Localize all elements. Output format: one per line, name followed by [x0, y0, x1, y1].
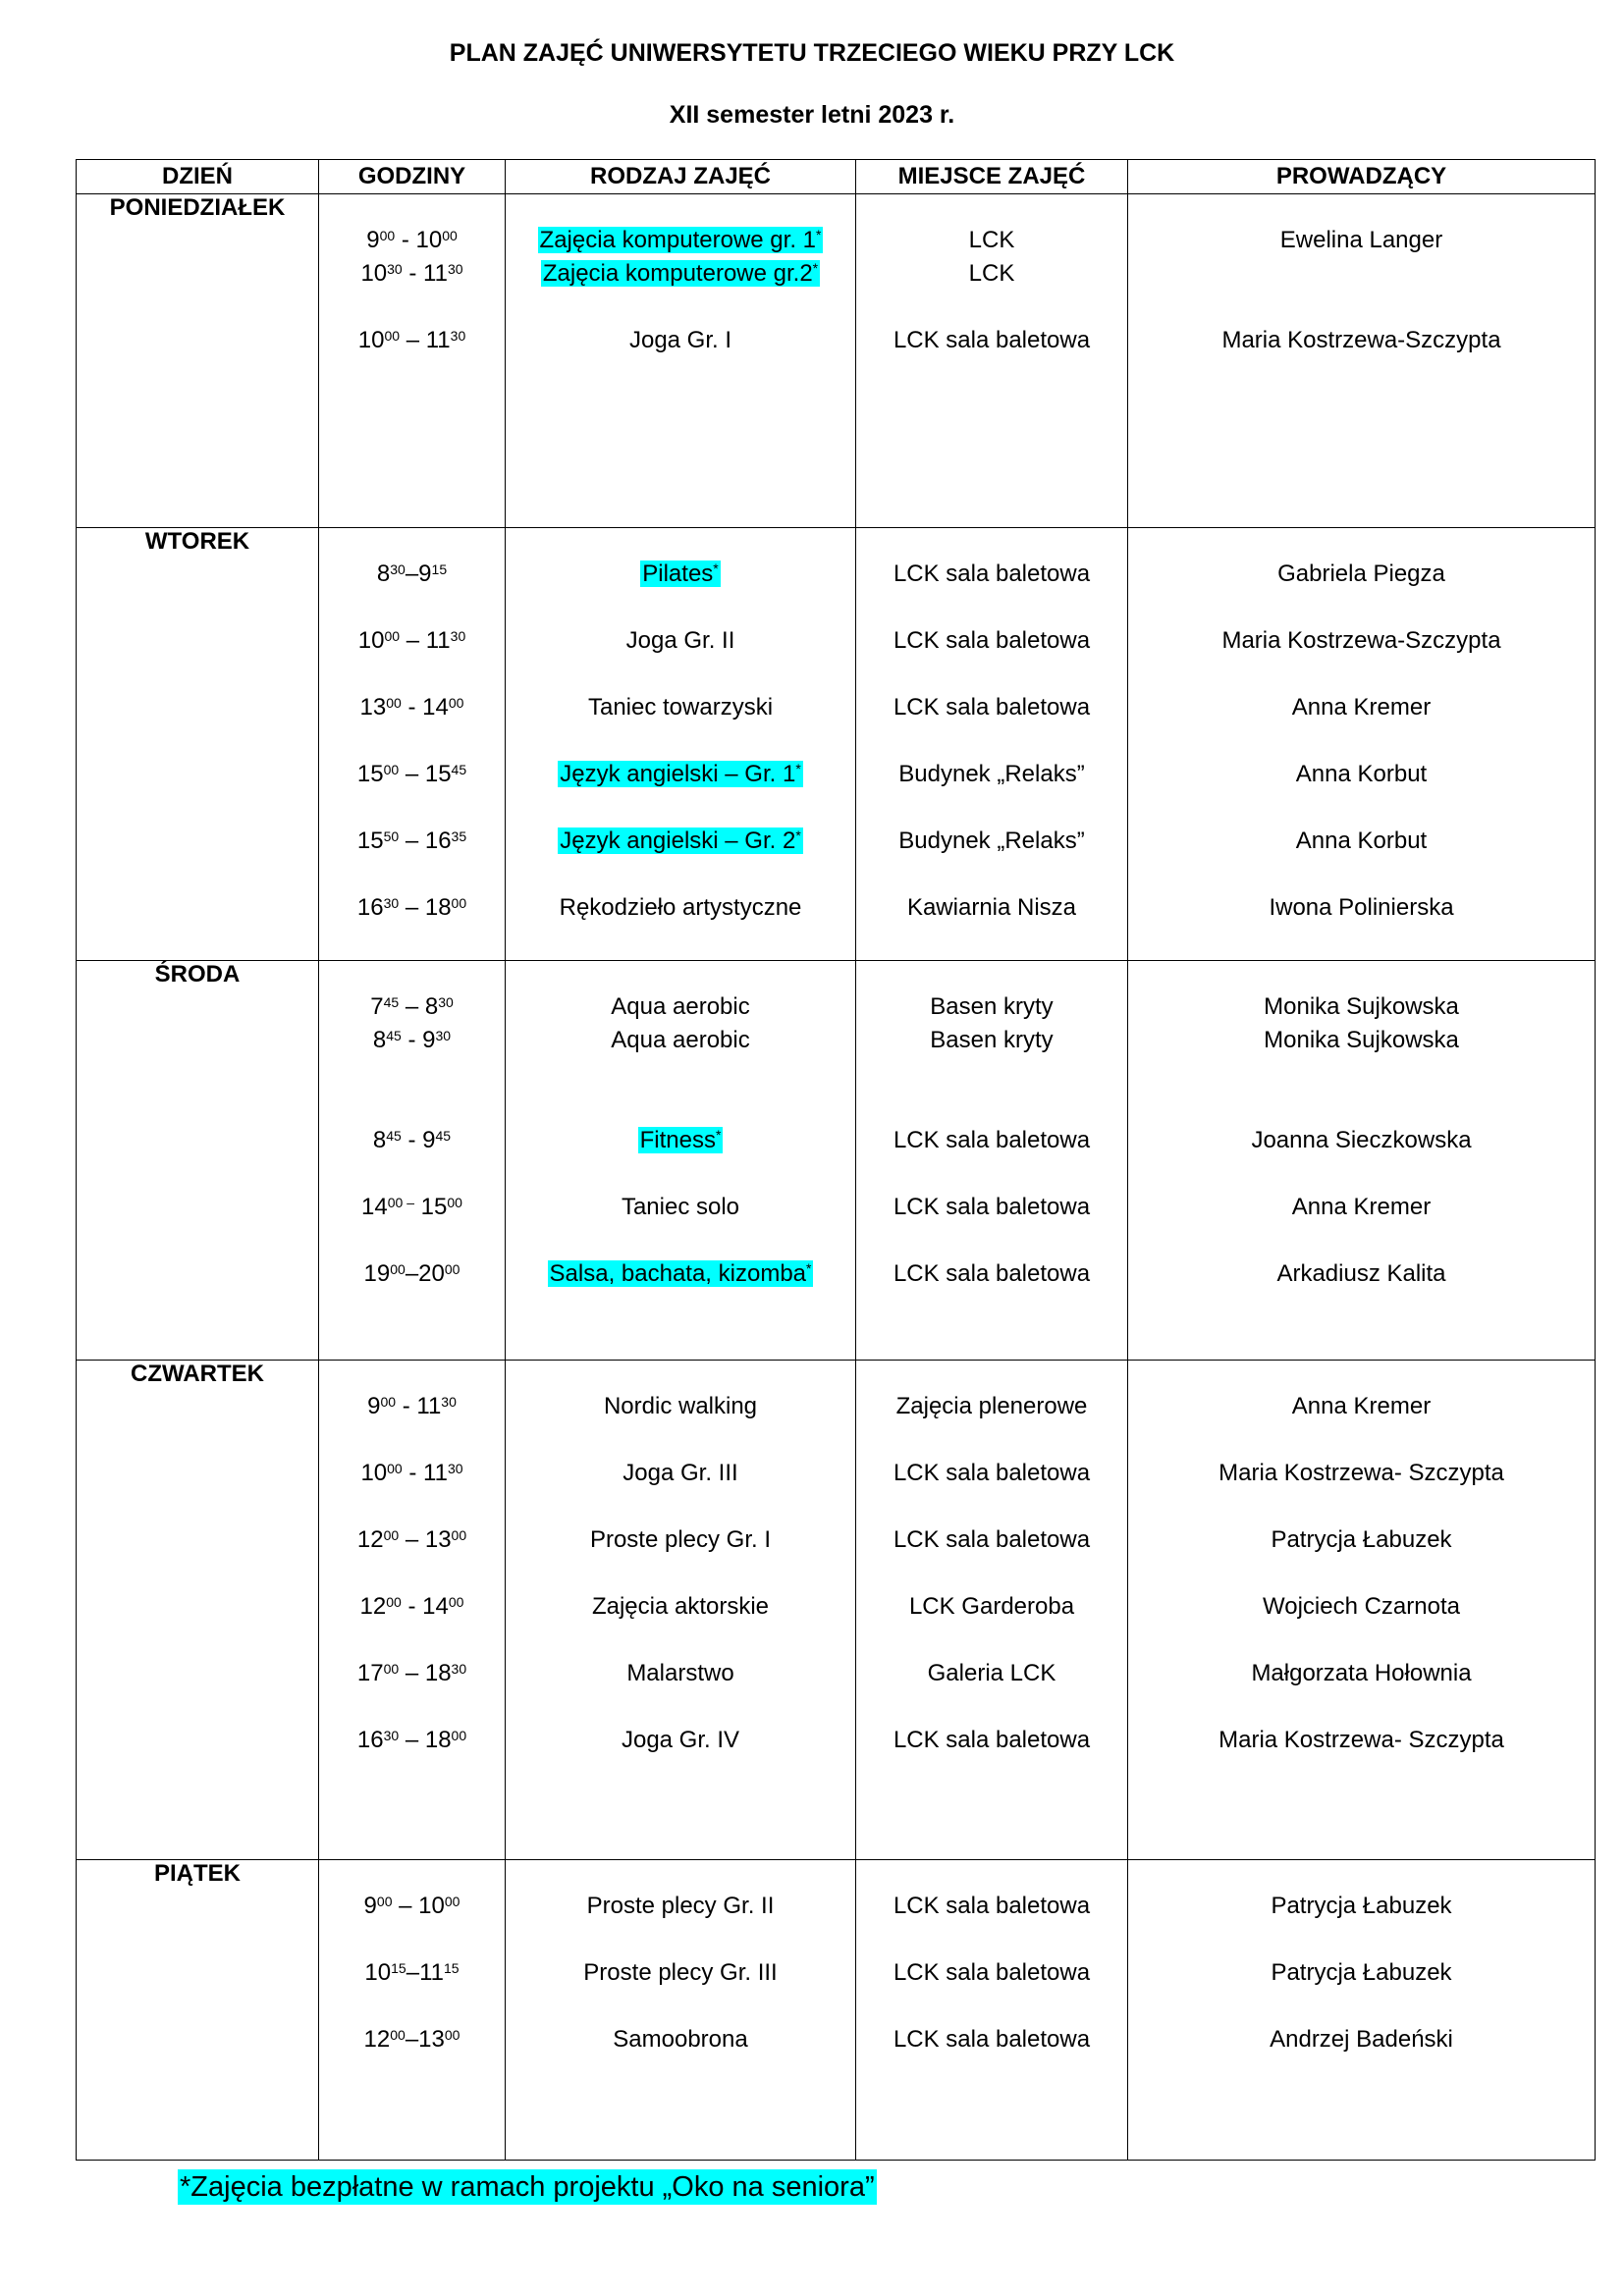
- list-item: [1128, 1724, 1595, 1757]
- list-item: [506, 624, 855, 658]
- list-item: [319, 1523, 505, 1557]
- list-item: [856, 1657, 1127, 1690]
- activity-name: Proste plecy Gr. I: [589, 1526, 772, 1553]
- gap: [319, 1057, 505, 1091]
- list-item: [1128, 1590, 1595, 1624]
- time-range: $10^{00} - 11^{30}$: [357, 627, 466, 654]
- time-range: $9^{00} - 10^{00}$: [363, 1893, 460, 1919]
- list-item: [319, 891, 505, 925]
- gap: [856, 1057, 1127, 1091]
- col-hours: [319, 961, 506, 1361]
- time-range: $15^{00} - 15^{45}$: [356, 761, 467, 787]
- list-item: [506, 1024, 855, 1057]
- activity-name: Proste plecy Gr. II: [586, 1893, 775, 1919]
- place-name: LCK sala baletowa: [893, 2026, 1091, 2053]
- activity-name: Salsa, bachata, kizomba*: [549, 1260, 812, 1287]
- list-item: [319, 990, 505, 1024]
- teacher-name: Joanna Sieczkowska: [1251, 1127, 1472, 1153]
- list-item: [1128, 2023, 1595, 2056]
- list-item: [856, 2023, 1127, 2056]
- teacher-name: Anna Korbut: [1295, 761, 1428, 787]
- list-item: [319, 1657, 505, 1690]
- activity-name: Pilates*: [642, 561, 719, 587]
- teacher-name: Anna Kremer: [1291, 694, 1432, 721]
- place-name: LCK: [968, 260, 1015, 287]
- day-name: WTOREK: [77, 528, 319, 961]
- col-activity: [506, 961, 856, 1361]
- activity-name: Fitness*: [639, 1127, 722, 1153]
- place-name: Budynek „Relaks”: [898, 761, 1085, 787]
- col-teacher: [1128, 961, 1596, 1361]
- list-item: [1128, 1257, 1595, 1291]
- list-item: [506, 825, 855, 858]
- place-name: LCK sala baletowa: [893, 1127, 1091, 1153]
- activity-name: Zajęcia komputerowe gr. 1*: [539, 227, 822, 253]
- list-item: [319, 2023, 505, 2056]
- col-hours: [319, 194, 506, 528]
- time-range: $8^{45} - 9^{30}$: [372, 1027, 452, 1053]
- list-item: [319, 825, 505, 858]
- list-item: [319, 1890, 505, 1923]
- time-range: $16^{30} - 18^{00}$: [356, 1727, 467, 1753]
- gap: [1128, 1057, 1595, 1091]
- gap: [856, 291, 1127, 324]
- schedule-table: [76, 159, 1596, 2161]
- time-range: $7^{45} - 8^{30}$: [370, 993, 454, 1020]
- activity-name: Joga Gr. III: [623, 1460, 738, 1486]
- list-item: [856, 1724, 1127, 1757]
- list-item: [1128, 758, 1595, 791]
- day-name: PIĄTEK: [77, 1860, 319, 2161]
- col-hours: [319, 1361, 506, 1860]
- activity-name: Nordic walking: [603, 1393, 758, 1419]
- day-name: CZWARTEK: [77, 1361, 319, 1860]
- list-item: [319, 1257, 505, 1291]
- gap: [319, 291, 505, 324]
- place-name: LCK sala baletowa: [893, 1260, 1091, 1287]
- time-range: $12^{00} - 13^{00}$: [356, 1526, 467, 1553]
- list-item: [319, 1457, 505, 1490]
- list-item: [506, 1724, 855, 1757]
- list-item: [1128, 891, 1595, 925]
- list-item: [856, 558, 1127, 591]
- list-item: [506, 1956, 855, 1990]
- time-range: $13^{00} - 14^{00}$: [359, 694, 464, 721]
- time-range: $15^{50} - 16^{35}$: [356, 828, 467, 854]
- time-range: $9^{00} - 11^{30}$: [367, 1393, 457, 1419]
- list-item: [1128, 1523, 1595, 1557]
- col-teacher: [1128, 528, 1596, 961]
- list-item: [856, 1124, 1127, 1157]
- teacher-name: Anna Kremer: [1291, 1393, 1432, 1419]
- time-range: $12^{00}-13^{00}$: [363, 2026, 460, 2053]
- list-item: [506, 1657, 855, 1690]
- list-item: [1128, 1390, 1595, 1423]
- list-item: [856, 1590, 1127, 1624]
- list-item: [1128, 1890, 1595, 1923]
- list-item: [1128, 1657, 1595, 1690]
- list-item: [1128, 224, 1595, 257]
- col-place: [856, 194, 1128, 528]
- activity-name: Proste plecy Gr. III: [583, 1959, 778, 1986]
- list-item: [856, 1890, 1127, 1923]
- col-place: [856, 961, 1128, 1361]
- place-name: LCK sala baletowa: [893, 1194, 1091, 1220]
- teacher-name: Ewelina Langer: [1279, 227, 1443, 253]
- list-item: [1128, 1191, 1595, 1224]
- list-item: [856, 1457, 1127, 1490]
- list-item: [506, 1890, 855, 1923]
- header-hours: GODZINY: [319, 160, 506, 194]
- teacher-name: Gabriela Piegza: [1277, 561, 1445, 587]
- activity-name: Joga Gr. I: [628, 327, 732, 353]
- list-item: [1128, 691, 1595, 724]
- teacher-name: Anna Korbut: [1295, 828, 1428, 854]
- time-range: $8^{30}-9^{15}$: [376, 561, 448, 587]
- col-activity: [506, 1860, 856, 2161]
- activity-name: Język angielski – Gr. 1*: [560, 761, 801, 787]
- teacher-name: Andrzej Badeński: [1270, 2026, 1453, 2053]
- activity-name: Joga Gr. IV: [621, 1727, 740, 1753]
- time-range: $10^{15}-11^{15}$: [364, 1959, 460, 1986]
- place-name: LCK sala baletowa: [893, 327, 1091, 353]
- col-teacher: [1128, 194, 1596, 528]
- list-item: [1128, 324, 1595, 357]
- list-item: [506, 758, 855, 791]
- list-item: [856, 891, 1127, 925]
- time-range: $10^{00} - 11^{30}$: [357, 327, 466, 353]
- activity-name: Joga Gr. II: [625, 627, 735, 654]
- list-item: [856, 1024, 1127, 1057]
- time-range: $8^{45} - 9^{45}$: [372, 1127, 452, 1153]
- list-item: [1128, 825, 1595, 858]
- teacher-name: Wojciech Czarnota: [1263, 1593, 1460, 1620]
- list-item: [1128, 990, 1595, 1024]
- activity-name: Język angielski – Gr. 2*: [560, 828, 801, 854]
- teacher-name: Maria Kostrzewa-Szczypta: [1221, 327, 1501, 353]
- day-row: [77, 1361, 1596, 1860]
- list-item: [506, 1523, 855, 1557]
- activity-name: Aqua aerobic: [611, 1027, 750, 1053]
- list-item: [856, 1523, 1127, 1557]
- header-place: MIEJSCE ZAJĘĆ: [856, 160, 1128, 194]
- list-item: [319, 691, 505, 724]
- place-name: LCK Garderoba: [908, 1593, 1075, 1620]
- col-place: [856, 528, 1128, 961]
- list-item: [319, 1590, 505, 1624]
- list-item: [506, 990, 855, 1024]
- list-item: [1128, 1024, 1595, 1057]
- list-item: [319, 257, 505, 291]
- list-item: [319, 1191, 505, 1224]
- col-place: [856, 1860, 1128, 2161]
- list-item: [856, 324, 1127, 357]
- teacher-name: Patrycja Łabuzek: [1271, 1893, 1452, 1919]
- place-name: LCK sala baletowa: [893, 694, 1091, 721]
- gap: [506, 1057, 855, 1091]
- page-subtitle: XII semester letni 2023 r.: [669, 101, 955, 129]
- list-item: [319, 1024, 505, 1057]
- teacher-name: Maria Kostrzewa- Szczypta: [1218, 1727, 1504, 1753]
- place-name: Zajęcia plenerowe: [895, 1393, 1088, 1419]
- teacher-name: Małgorzata Hołownia: [1251, 1660, 1472, 1686]
- teacher-name: Patrycja Łabuzek: [1271, 1526, 1452, 1553]
- list-item: [856, 257, 1127, 291]
- place-name: LCK sala baletowa: [893, 1959, 1091, 1986]
- col-hours: [319, 1860, 506, 2161]
- list-item: [506, 558, 855, 591]
- list-item: [1128, 257, 1595, 291]
- gap: [506, 291, 855, 324]
- activity-name: Malarstwo: [626, 1660, 734, 1686]
- list-item: [506, 1590, 855, 1624]
- place-name: LCK sala baletowa: [893, 1893, 1091, 1919]
- list-item: [856, 691, 1127, 724]
- list-item: [856, 990, 1127, 1024]
- place-name: Kawiarnia Nisza: [906, 894, 1077, 921]
- footnote: *Zajęcia bezpłatne w ramach projektu „Oko na seniora”: [180, 2171, 875, 2203]
- place-name: LCK sala baletowa: [893, 1526, 1091, 1553]
- teacher-name: Patrycja Łabuzek: [1271, 1959, 1452, 1986]
- list-item: [319, 1956, 505, 1990]
- list-item: [506, 1191, 855, 1224]
- day-name: ŚRODA: [77, 961, 319, 1361]
- list-item: [506, 1390, 855, 1423]
- activity-name: Zajęcia komputerowe gr.2*: [542, 260, 819, 287]
- list-item: [319, 324, 505, 357]
- time-range: $19^{00}-20^{00}$: [363, 1260, 460, 1287]
- list-item: [319, 1124, 505, 1157]
- activity-name: Zajęcia aktorskie: [591, 1593, 770, 1620]
- table-header-row: [77, 160, 1596, 194]
- col-place: [856, 1361, 1128, 1860]
- list-item: [1128, 1457, 1595, 1490]
- day-row: [77, 961, 1596, 1361]
- time-range: $10^{30} - 11^{30}$: [360, 260, 463, 287]
- header-activity: RODZAJ ZAJĘĆ: [506, 160, 856, 194]
- list-item: [506, 891, 855, 925]
- list-item: [1128, 1956, 1595, 1990]
- list-item: [856, 624, 1127, 658]
- page-title: PLAN ZAJĘĆ UNIWERSYTETU TRZECIEGO WIEKU PRZY LCK: [449, 39, 1175, 67]
- place-name: LCK sala baletowa: [893, 561, 1091, 587]
- teacher-name: Maria Kostrzewa-Szczypta: [1221, 627, 1501, 654]
- list-item: [856, 1956, 1127, 1990]
- col-activity: [506, 194, 856, 528]
- place-name: LCK sala baletowa: [893, 1727, 1091, 1753]
- list-item: [856, 1390, 1127, 1423]
- list-item: [1128, 558, 1595, 591]
- teacher-name: Monika Sujkowska: [1264, 1027, 1459, 1053]
- list-item: [856, 1257, 1127, 1291]
- place-name: LCK: [968, 227, 1015, 253]
- activity-name: Taniec solo: [621, 1194, 740, 1220]
- teacher-name: Arkadiusz Kalita: [1276, 1260, 1446, 1287]
- place-name: Budynek „Relaks”: [898, 828, 1085, 854]
- list-item: [856, 1191, 1127, 1224]
- time-range: $9^{00} - 10^{00}$: [366, 227, 458, 253]
- header-day: DZIEŃ: [77, 160, 319, 194]
- col-hours: [319, 528, 506, 961]
- activity-name: Aqua aerobic: [611, 993, 750, 1020]
- day-row: [77, 528, 1596, 961]
- list-item: [506, 1124, 855, 1157]
- list-item: [856, 758, 1127, 791]
- col-activity: [506, 528, 856, 961]
- activity-name: Rękodzieło artystyczne: [559, 894, 802, 921]
- place-name: Basen kryty: [930, 1027, 1054, 1053]
- day-row: [77, 194, 1596, 528]
- place-name: Basen kryty: [930, 993, 1054, 1020]
- list-item: [319, 224, 505, 257]
- list-item: [319, 558, 505, 591]
- time-range: $17^{00} - 18^{30}$: [356, 1660, 467, 1686]
- list-item: [506, 691, 855, 724]
- list-item: [856, 825, 1127, 858]
- col-teacher: [1128, 1860, 1596, 2161]
- time-range: $10^{00} - 11^{30}$: [360, 1460, 463, 1486]
- activity-name: Taniec towarzyski: [587, 694, 774, 721]
- teacher-name: Anna Kremer: [1291, 1194, 1432, 1220]
- list-item: [1128, 624, 1595, 658]
- time-range: $14^{00 -}$ $15^{00}$: [361, 1194, 462, 1220]
- header-teacher: PROWADZĄCY: [1128, 160, 1596, 194]
- list-item: [1128, 1124, 1595, 1157]
- teacher-name: Maria Kostrzewa- Szczypta: [1218, 1460, 1504, 1486]
- teacher-name: Monika Sujkowska: [1264, 993, 1459, 1020]
- col-teacher: [1128, 1361, 1596, 1860]
- col-activity: [506, 1361, 856, 1860]
- list-item: [319, 758, 505, 791]
- list-item: [319, 624, 505, 658]
- list-item: [319, 1724, 505, 1757]
- time-range: $12^{00} - 14^{00}$: [359, 1593, 464, 1620]
- gap: [1128, 291, 1595, 324]
- time-range: $16^{30} - 18^{00}$: [356, 894, 467, 921]
- list-item: [506, 257, 855, 291]
- activity-name: Samoobrona: [613, 2026, 748, 2053]
- place-name: Galeria LCK: [927, 1660, 1056, 1686]
- list-item: [506, 324, 855, 357]
- list-item: [319, 1390, 505, 1423]
- list-item: [856, 224, 1127, 257]
- list-item: [506, 224, 855, 257]
- list-item: [506, 1257, 855, 1291]
- list-item: [506, 2023, 855, 2056]
- day-row: [77, 1860, 1596, 2161]
- day-name: PONIEDZIAŁEK: [77, 194, 319, 528]
- place-name: LCK sala baletowa: [893, 627, 1091, 654]
- place-name: LCK sala baletowa: [893, 1460, 1091, 1486]
- teacher-name: Iwona Polinierska: [1269, 894, 1454, 921]
- list-item: [506, 1457, 855, 1490]
- schedule-body: [77, 194, 1596, 2161]
